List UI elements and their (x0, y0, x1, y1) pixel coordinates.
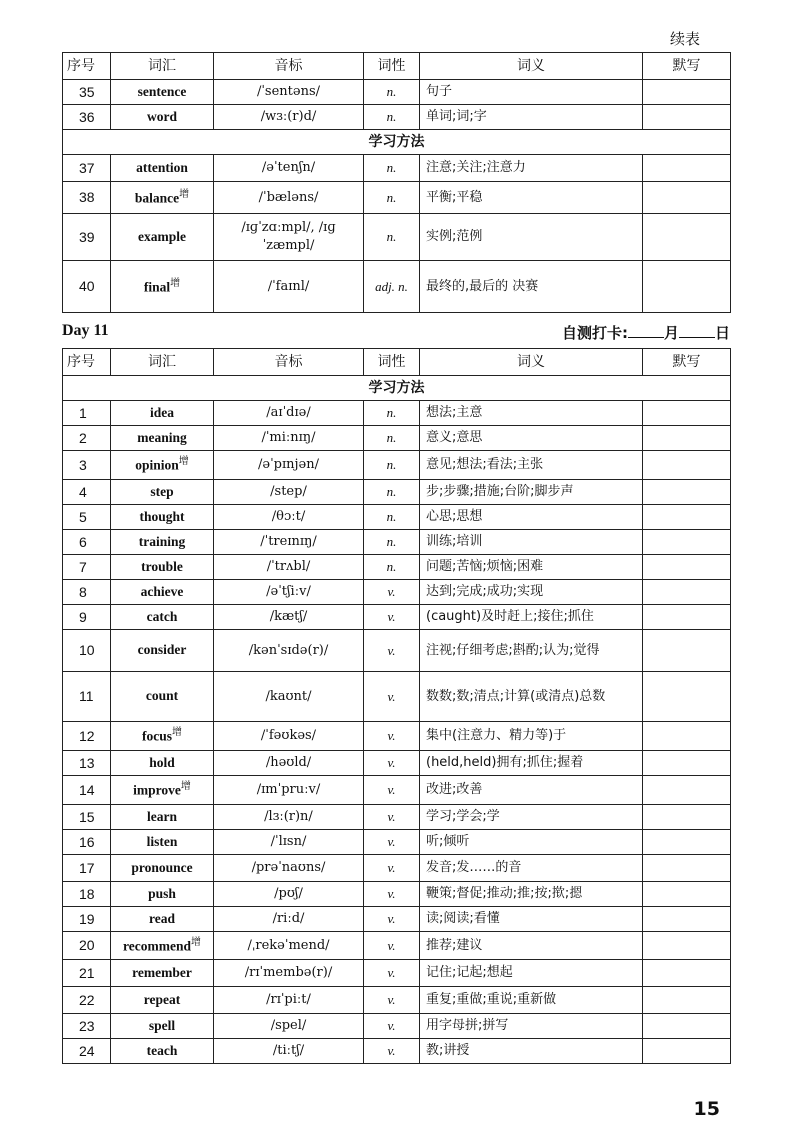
row-number: 19 (63, 907, 111, 932)
dictation-cell[interactable] (643, 480, 731, 505)
row-number: 15 (63, 805, 111, 830)
vocab-word: listen (146, 833, 178, 849)
word-meaning: 重复;重做;重说;重新做 (420, 987, 643, 1014)
table-row (63, 1014, 731, 1039)
part-of-speech: v. (364, 722, 420, 751)
word-meaning: 问题;苦恼;烦恼;困难 (420, 555, 643, 580)
dictation-cell[interactable] (643, 155, 731, 182)
word-cell (111, 805, 214, 830)
word-meaning: 训练;培训 (420, 530, 643, 555)
vocab-word: focus (142, 728, 172, 744)
row-number: 4 (63, 480, 111, 505)
phonetic-transcription: /riːd/ (214, 907, 364, 932)
header-meaning: 词义 (420, 349, 643, 376)
table-row (63, 182, 731, 214)
word-meaning: 步;步骤;措施;台阶;脚步声 (420, 480, 643, 505)
row-number: 11 (63, 672, 111, 722)
word-meaning: (caught)及时赶上;接住;抓住 (420, 605, 643, 630)
header-dictation: 默写 (643, 349, 731, 376)
vocab-word: consider (137, 642, 187, 658)
vocab-word: improve (133, 782, 181, 798)
vocab-word: remember (132, 964, 192, 980)
vocab-word: repeat (143, 991, 181, 1007)
row-number: 10 (63, 630, 111, 672)
checkin-label: 自测打卡: (561, 324, 628, 342)
part-of-speech: v. (364, 855, 420, 882)
table-row (63, 805, 731, 830)
row-number: 14 (63, 776, 111, 805)
vocab-table-day11 (62, 348, 731, 1064)
dictation-cell[interactable] (643, 261, 731, 313)
word-meaning: 听;倾听 (420, 830, 643, 855)
row-number: 3 (63, 451, 111, 480)
day-heading (62, 320, 730, 346)
phonetic-transcription: /step/ (214, 480, 364, 505)
word-cell (111, 932, 214, 960)
part-of-speech: n. (364, 401, 420, 426)
header-ipa: 音标 (214, 53, 364, 80)
row-number: 17 (63, 855, 111, 882)
part-of-speech: n. (364, 530, 420, 555)
word-cell (111, 426, 214, 451)
vocab-word: balance (134, 190, 180, 206)
table-row (63, 722, 731, 751)
row-number: 36 (63, 105, 111, 130)
part-of-speech: v. (364, 672, 420, 722)
phonetic-transcription: /kaʊnt/ (214, 672, 364, 722)
word-cell (111, 1039, 214, 1064)
part-of-speech: n. (364, 80, 420, 105)
dictation-cell[interactable] (643, 830, 731, 855)
row-number: 21 (63, 960, 111, 987)
word-cell (111, 830, 214, 855)
word-meaning: 最终的,最后的 决赛 (420, 261, 643, 313)
dictation-cell[interactable] (643, 882, 731, 907)
word-cell (111, 605, 214, 630)
vocab-word: meaning (137, 429, 187, 445)
header-no: 序号 (63, 53, 111, 80)
dictation-cell[interactable] (643, 855, 731, 882)
part-of-speech: v. (364, 580, 420, 605)
phonetic-transcription: /ˈtreɪnɪŋ/ (214, 530, 364, 555)
table-row (63, 105, 731, 130)
header-dictation: 默写 (643, 53, 731, 80)
table-row (63, 530, 731, 555)
part-of-speech: n. (364, 155, 420, 182)
table-row (63, 555, 731, 580)
day-label: 日 (714, 324, 730, 342)
table-row (63, 907, 731, 932)
vocab-word: read (149, 910, 175, 926)
row-number: 35 (63, 80, 111, 105)
phonetic-transcription: /əˈpɪnjən/ (214, 451, 364, 480)
vocab-word: opinion (135, 457, 179, 473)
added-word-mark: 增 (172, 727, 182, 739)
vocab-word: learn (147, 808, 177, 824)
table-row (63, 80, 731, 105)
header-ipa: 音标 (214, 349, 364, 376)
word-meaning: 意义;意思 (420, 426, 643, 451)
phonetic-transcription: /rɪˈmembə(r)/ (214, 960, 364, 987)
added-word-mark: 增 (170, 277, 181, 289)
word-cell (111, 987, 214, 1014)
dictation-cell[interactable] (643, 672, 731, 722)
phonetic-transcription: /ˈmiːnɪŋ/ (214, 426, 364, 451)
word-meaning: 意见;想法;看法;主张 (420, 451, 643, 480)
phonetic-transcription: /ˈfəʊkəs/ (214, 722, 364, 751)
table-row (63, 672, 731, 722)
word-cell (111, 105, 214, 130)
part-of-speech: n. (364, 182, 420, 214)
part-of-speech: v. (364, 907, 420, 932)
table-row (63, 580, 731, 605)
word-meaning: 读;阅读;看懂 (420, 907, 643, 932)
phonetic-transcription: /ˈsentəns/ (214, 80, 364, 105)
vocab-table-continued (62, 52, 731, 313)
word-meaning: 数数;数;清点;计算(或清点)总数 (420, 672, 643, 722)
table-row (63, 401, 731, 426)
dictation-cell[interactable] (643, 605, 731, 630)
word-cell (111, 480, 214, 505)
row-number: 22 (63, 987, 111, 1014)
phonetic-transcription: /rɪˈpiːt/ (214, 987, 364, 1014)
table-row (63, 987, 731, 1014)
word-cell (111, 182, 214, 214)
section-label: 学习方法 (63, 130, 731, 155)
phonetic-transcription: /prəˈnaʊns/ (214, 855, 364, 882)
vocab-word: final (143, 279, 171, 295)
word-cell (111, 261, 214, 313)
header-word: 词汇 (111, 53, 214, 80)
part-of-speech: v. (364, 630, 420, 672)
phonetic-transcription: /ɪmˈpruːv/ (214, 776, 364, 805)
table-row (63, 261, 731, 313)
section-label: 学习方法 (63, 376, 731, 401)
word-meaning: 平衡;平稳 (420, 182, 643, 214)
vocab-word: count (145, 688, 179, 704)
row-number: 9 (63, 605, 111, 630)
vocab-word: trouble (141, 558, 183, 574)
row-number: 23 (63, 1014, 111, 1039)
table-row (63, 605, 731, 630)
word-cell (111, 451, 214, 480)
word-cell (111, 80, 214, 105)
dictation-cell[interactable] (643, 751, 731, 776)
vocab-word: attention (136, 159, 188, 175)
part-of-speech: adj. n. (364, 261, 420, 313)
part-of-speech: v. (364, 605, 420, 630)
word-cell (111, 155, 214, 182)
day-title: Day 11 (62, 322, 109, 339)
word-meaning: (held,held)拥有;抓住;握着 (420, 751, 643, 776)
word-cell (111, 555, 214, 580)
part-of-speech: n. (364, 105, 420, 130)
word-cell (111, 960, 214, 987)
dictation-cell[interactable] (643, 1039, 731, 1064)
header-meaning: 词义 (420, 53, 643, 80)
vocab-word: thought (139, 508, 185, 524)
dictation-cell[interactable] (643, 105, 731, 130)
table-row (63, 960, 731, 987)
word-meaning: 注意;关注;注意力 (420, 155, 643, 182)
header-word: 词汇 (111, 349, 214, 376)
vocab-word: sentence (137, 83, 187, 99)
vocab-word: example (138, 228, 186, 244)
table-row (63, 451, 731, 480)
dictation-cell[interactable] (643, 932, 731, 960)
part-of-speech: n. (364, 214, 420, 261)
phonetic-transcription: /lɜː(r)n/ (214, 805, 364, 830)
dictation-cell[interactable] (643, 505, 731, 530)
table-row (63, 776, 731, 805)
row-number: 1 (63, 401, 111, 426)
table-row (63, 630, 731, 672)
word-cell (111, 722, 214, 751)
dictation-cell[interactable] (643, 530, 731, 555)
dictation-cell[interactable] (643, 1014, 731, 1039)
dictation-cell[interactable] (643, 426, 731, 451)
table-row (63, 505, 731, 530)
phonetic-transcription: /kənˈsɪdə(r)/ (214, 630, 364, 672)
phonetic-transcription: /wɜː(r)d/ (214, 105, 364, 130)
word-cell (111, 401, 214, 426)
phonetic-transcription: /aɪˈdɪə/ (214, 401, 364, 426)
word-cell (111, 907, 214, 932)
word-meaning: 集中(注意力、精力等)于 (420, 722, 643, 751)
phonetic-transcription: /kætʃ/ (214, 605, 364, 630)
section-row (63, 130, 731, 155)
dictation-cell[interactable] (643, 776, 731, 805)
row-number: 7 (63, 555, 111, 580)
table-row (63, 932, 731, 960)
part-of-speech: n. (364, 426, 420, 451)
dictation-cell[interactable] (643, 182, 731, 214)
part-of-speech: v. (364, 987, 420, 1014)
self-check-in (562, 322, 730, 343)
word-cell (111, 505, 214, 530)
header-pos: 词性 (364, 349, 420, 376)
page-number: 15 (693, 1098, 720, 1120)
vocab-word: training (138, 533, 186, 549)
dictation-cell[interactable] (643, 630, 731, 672)
part-of-speech: v. (364, 776, 420, 805)
row-number: 38 (63, 182, 111, 214)
part-of-speech: n. (364, 505, 420, 530)
vocab-word: pronounce (131, 859, 193, 875)
word-meaning: 用字母拼;拼写 (420, 1014, 643, 1039)
vocab-word: idea (149, 404, 174, 420)
phonetic-transcription: /əˈtenʃn/ (214, 155, 364, 182)
added-word-mark: 增 (190, 936, 201, 948)
phonetic-transcription: /ˈtrʌbl/ (214, 555, 364, 580)
vocab-word: word (147, 108, 177, 124)
table-row (63, 1039, 731, 1064)
vocab-word: step (150, 483, 174, 499)
row-number: 18 (63, 882, 111, 907)
phonetic-transcription: /əˈtʃiːv/ (214, 580, 364, 605)
table-row (63, 214, 731, 261)
month-label: 月 (663, 324, 679, 342)
phonetic-transcription: /ˈlɪsn/ (214, 830, 364, 855)
phonetic-transcription: /pʊʃ/ (214, 882, 364, 907)
word-meaning: 教;讲授 (420, 1039, 643, 1064)
row-number: 6 (63, 530, 111, 555)
header-no: 序号 (63, 349, 111, 376)
table-row (63, 751, 731, 776)
word-cell (111, 776, 214, 805)
phonetic-transcription: /spel/ (214, 1014, 364, 1039)
part-of-speech: n. (364, 480, 420, 505)
part-of-speech: v. (364, 830, 420, 855)
word-cell (111, 630, 214, 672)
word-meaning: 发音;发……的音 (420, 855, 643, 882)
phonetic-transcription: /həʊld/ (214, 751, 364, 776)
table-row (63, 155, 731, 182)
word-meaning: 单词;词;字 (420, 105, 643, 130)
phonetic-transcription: /ˈbæləns/ (214, 182, 364, 214)
word-cell (111, 882, 214, 907)
word-meaning: 达到;完成;成功;实现 (420, 580, 643, 605)
dictation-cell[interactable] (643, 580, 731, 605)
word-meaning: 记住;记起;想起 (420, 960, 643, 987)
vocab-word: recommend (123, 938, 191, 954)
table-row (63, 830, 731, 855)
part-of-speech: v. (364, 1039, 420, 1064)
dictation-cell[interactable] (643, 214, 731, 261)
word-cell (111, 672, 214, 722)
dictation-cell[interactable] (643, 401, 731, 426)
dictation-cell[interactable] (643, 987, 731, 1014)
dictation-cell[interactable] (643, 907, 731, 932)
word-cell (111, 530, 214, 555)
row-number: 13 (63, 751, 111, 776)
table-row (63, 855, 731, 882)
part-of-speech: v. (364, 805, 420, 830)
phonetic-transcription: /ɪɡˈzɑːmpl/, /ɪɡˈzæmpl/ (214, 214, 364, 261)
part-of-speech: v. (364, 751, 420, 776)
word-cell (111, 1014, 214, 1039)
phonetic-transcription: /ˌrekəˈmend/ (214, 932, 364, 960)
added-word-mark: 增 (180, 781, 191, 793)
word-meaning: 学习;学会;学 (420, 805, 643, 830)
table-header-row (63, 349, 731, 376)
table-header-row (63, 53, 731, 80)
word-cell (111, 580, 214, 605)
word-meaning: 心思;思想 (420, 505, 643, 530)
part-of-speech: n. (364, 451, 420, 480)
word-meaning: 推荐;建议 (420, 932, 643, 960)
vocab-word: push (148, 885, 176, 901)
dictation-cell[interactable] (643, 80, 731, 105)
month-blank[interactable] (628, 323, 664, 338)
day-blank[interactable] (679, 323, 715, 338)
row-number: 8 (63, 580, 111, 605)
word-meaning: 想法;主意 (420, 401, 643, 426)
table-row (63, 426, 731, 451)
dictation-cell[interactable] (643, 451, 731, 480)
dictation-cell[interactable] (643, 722, 731, 751)
row-number: 40 (63, 261, 111, 313)
table-row (63, 882, 731, 907)
row-number: 24 (63, 1039, 111, 1064)
word-meaning: 鞭策;督促;推动;推;按;揿;摁 (420, 882, 643, 907)
row-number: 39 (63, 214, 111, 261)
dictation-cell[interactable] (643, 960, 731, 987)
word-cell (111, 855, 214, 882)
dictation-cell[interactable] (643, 805, 731, 830)
row-number: 37 (63, 155, 111, 182)
row-number: 2 (63, 426, 111, 451)
vocab-word: teach (146, 1042, 178, 1058)
word-meaning: 实例;范例 (420, 214, 643, 261)
vocab-word: spell (148, 1017, 176, 1033)
dictation-cell[interactable] (643, 555, 731, 580)
part-of-speech: n. (364, 555, 420, 580)
part-of-speech: v. (364, 1014, 420, 1039)
word-meaning: 改进;改善 (420, 776, 643, 805)
table-row (63, 480, 731, 505)
vocab-word: hold (149, 754, 175, 770)
phonetic-transcription: /θɔːt/ (214, 505, 364, 530)
word-cell (111, 751, 214, 776)
word-meaning: 句子 (420, 80, 643, 105)
vocab-word: achieve (140, 583, 184, 599)
part-of-speech: v. (364, 882, 420, 907)
continued-label: 续表 (669, 30, 700, 48)
row-number: 20 (63, 932, 111, 960)
phonetic-transcription: /tiːtʃ/ (214, 1039, 364, 1064)
vocab-word: catch (146, 608, 178, 624)
added-word-mark: 增 (179, 188, 190, 200)
row-number: 5 (63, 505, 111, 530)
part-of-speech: v. (364, 932, 420, 960)
word-cell (111, 214, 214, 261)
added-word-mark: 增 (178, 456, 189, 468)
section-row (63, 376, 731, 401)
row-number: 16 (63, 830, 111, 855)
word-meaning: 注视;仔细考虑;斟酌;认为;觉得 (420, 630, 643, 672)
header-pos: 词性 (364, 53, 420, 80)
part-of-speech: v. (364, 960, 420, 987)
phonetic-transcription: /ˈfaɪnl/ (214, 261, 364, 313)
row-number: 12 (63, 722, 111, 751)
